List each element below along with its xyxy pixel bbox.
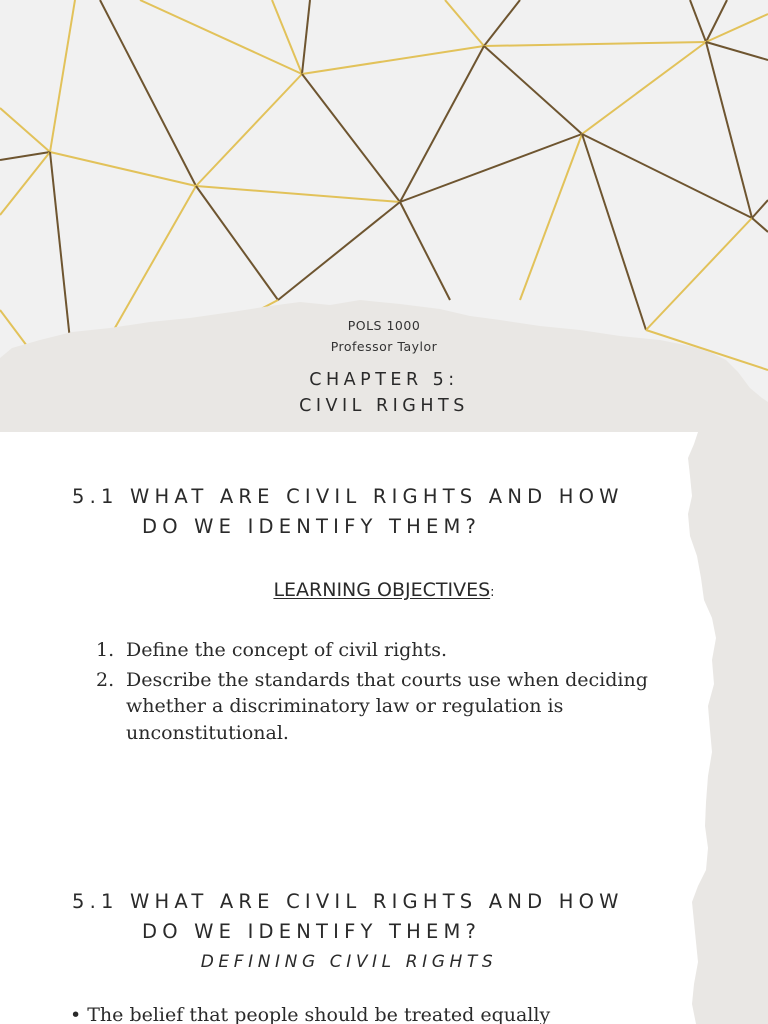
learning-objectives-colon: : [490,585,495,600]
objective-text: Define the concept of civil rights. [126,639,448,661]
chapter-title: CIVIL RIGHTS [299,396,469,416]
objective-item [96,667,676,747]
objective-number: 2. [96,668,115,691]
slide3-subheading: DEFINING CIVIL RIGHTS [200,952,498,972]
course-code: POLS 1000 [347,318,421,333]
learning-objectives-title [0,579,768,601]
learning-objectives-label: LEARNING OBJECTIVES [273,579,491,601]
learning-objectives-list [96,637,676,749]
professor-name: Professor Taylor [330,339,438,354]
slide3-heading-line2: DO WE IDENTIFY THEM? [142,920,482,943]
slide2-heading-line2: DO WE IDENTIFY THEM? [142,515,482,538]
title-slide [0,0,768,432]
objective-text: Describe the standards that courts use when deciding whether a discriminatory law or regulation is unconstitutional. [126,668,648,744]
slide3-heading-line1: 5.1 WHAT ARE CIVIL RIGHTS AND HOW [72,890,624,913]
bullet-point: • The belief that people should be treated equally [70,1004,551,1024]
chapter-number: CHAPTER 5: [309,370,459,390]
slide2-heading-line1: 5.1 WHAT ARE CIVIL RIGHTS AND HOW [72,485,624,508]
objective-item [96,637,676,664]
objective-number: 1. [96,639,115,661]
torn-paper-band [0,0,768,432]
